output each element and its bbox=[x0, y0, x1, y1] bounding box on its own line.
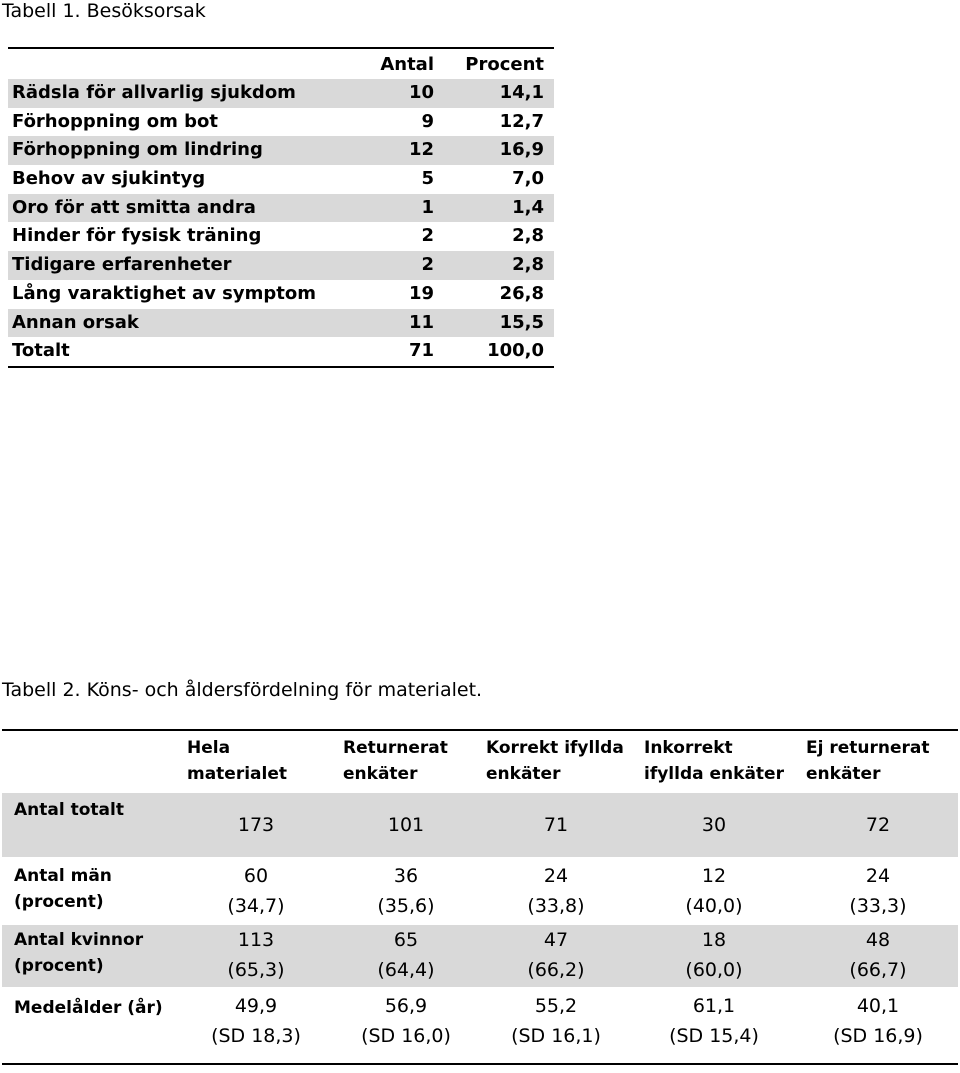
row-percent: 26,8 bbox=[499, 282, 544, 304]
row-value: 36 (35,6) bbox=[377, 865, 435, 917]
row-label: Hinder för fysisk träning bbox=[12, 225, 262, 247]
table-row bbox=[8, 251, 554, 280]
row-value: 24 (33,3) bbox=[849, 865, 907, 917]
header-line: materialet bbox=[187, 764, 288, 784]
table-row bbox=[8, 194, 554, 223]
row-label-line: (procent) bbox=[14, 956, 104, 976]
row-label: Antal totalt bbox=[14, 800, 124, 820]
row-value: 12 (40,0) bbox=[685, 865, 743, 917]
row-count: 71 bbox=[408, 340, 434, 362]
header-line: enkäter bbox=[486, 764, 561, 784]
row-value: 24 (33,8) bbox=[527, 865, 585, 917]
row-label-line: Antal män bbox=[14, 866, 112, 886]
row-value: 47 (66,2) bbox=[527, 929, 585, 981]
table1-header-percent: Procent bbox=[465, 54, 544, 75]
header-line: Inkorrekt bbox=[644, 738, 733, 758]
table-row bbox=[8, 136, 554, 165]
row-label bbox=[14, 927, 143, 979]
row-label-line: (procent) bbox=[14, 892, 104, 912]
table2-header-cell bbox=[644, 735, 784, 787]
row-label: Oro för att smitta andra bbox=[12, 196, 256, 218]
header-line: Ej returnerat bbox=[806, 738, 930, 758]
header-line: Returnerat bbox=[343, 738, 448, 758]
table2-header-row bbox=[2, 731, 958, 793]
table2-header-cell bbox=[806, 735, 930, 787]
row-label: Behov av sjukintyg bbox=[12, 168, 206, 190]
table1 bbox=[8, 47, 554, 368]
table-row bbox=[8, 280, 554, 309]
table-row bbox=[8, 79, 554, 108]
row-label: Totalt bbox=[12, 340, 70, 362]
row-percent: 100,0 bbox=[487, 340, 544, 362]
row-percent: 2,8 bbox=[512, 254, 544, 276]
table2 bbox=[2, 729, 958, 1065]
header-line: ifyllda enkäter bbox=[644, 764, 784, 784]
table-row bbox=[8, 108, 554, 137]
row-label: Förhoppning om bot bbox=[12, 110, 218, 132]
row-value: 49,9 (SD 18,3) bbox=[211, 995, 301, 1047]
table2-header-cell bbox=[486, 735, 624, 787]
row-value: 173 bbox=[237, 814, 275, 836]
row-percent: 2,8 bbox=[512, 225, 544, 247]
row-value: 72 bbox=[865, 814, 891, 836]
row-count: 2 bbox=[421, 225, 434, 247]
row-label-line: Antal kvinnor bbox=[14, 930, 144, 950]
row-value: 60 (34,7) bbox=[227, 865, 285, 917]
table-row bbox=[8, 309, 554, 338]
row-value: 65 (64,4) bbox=[377, 929, 435, 981]
row-label: Annan orsak bbox=[12, 311, 139, 333]
row-value: 48 (66,7) bbox=[849, 929, 907, 981]
table2-header-cell bbox=[187, 735, 287, 787]
table2-header-cell bbox=[343, 735, 448, 787]
table-row bbox=[8, 165, 554, 194]
header-line: Korrekt ifyllda bbox=[486, 738, 624, 758]
table1-header-count: Antal bbox=[380, 54, 434, 75]
table-row bbox=[2, 793, 958, 857]
table-row-total bbox=[8, 337, 554, 368]
row-percent: 15,5 bbox=[499, 311, 544, 333]
table1-header-row bbox=[8, 49, 554, 79]
row-count: 5 bbox=[421, 168, 434, 190]
row-label: Medelålder (år) bbox=[14, 998, 163, 1018]
row-value: 56,9 (SD 16,0) bbox=[361, 995, 451, 1047]
row-percent: 1,4 bbox=[512, 196, 544, 218]
row-label: Tidigare erfarenheter bbox=[12, 254, 232, 276]
row-value: 30 bbox=[701, 814, 727, 836]
row-value: 71 bbox=[543, 814, 569, 836]
table-row bbox=[8, 222, 554, 251]
row-value: 18 (60,0) bbox=[685, 929, 743, 981]
row-percent: 12,7 bbox=[499, 110, 544, 132]
row-value: 61,1 (SD 15,4) bbox=[669, 995, 759, 1047]
table1-caption: Tabell 1. Besöksorsak bbox=[2, 0, 206, 22]
row-count: 9 bbox=[421, 110, 434, 132]
row-value: 101 bbox=[387, 814, 425, 836]
row-count: 2 bbox=[421, 254, 434, 276]
row-label bbox=[14, 863, 112, 915]
row-value: 55,2 (SD 16,1) bbox=[511, 995, 601, 1047]
table2-caption: Tabell 2. Köns- och åldersfördelning för materialet. bbox=[2, 679, 483, 701]
row-label: Förhoppning om lindring bbox=[12, 139, 263, 161]
row-percent: 14,1 bbox=[499, 82, 544, 103]
table-row bbox=[2, 861, 958, 921]
table-row bbox=[2, 991, 958, 1063]
row-value: 40,1 (SD 16,9) bbox=[833, 995, 923, 1047]
table-row bbox=[2, 925, 958, 987]
row-count: 19 bbox=[408, 282, 434, 304]
header-line: enkäter bbox=[806, 764, 881, 784]
row-count: 11 bbox=[408, 311, 434, 333]
row-count: 10 bbox=[408, 82, 434, 103]
row-count: 1 bbox=[421, 196, 434, 218]
row-count: 12 bbox=[408, 139, 434, 161]
header-line: Hela bbox=[187, 738, 231, 758]
header-line: enkäter bbox=[343, 764, 418, 784]
row-label: Lång varaktighet av symptom bbox=[12, 282, 316, 304]
row-label: Rädsla för allvarlig sjukdom bbox=[12, 82, 296, 103]
row-percent: 16,9 bbox=[499, 139, 544, 161]
row-value: 113 (65,3) bbox=[227, 929, 285, 981]
row-percent: 7,0 bbox=[512, 168, 544, 190]
